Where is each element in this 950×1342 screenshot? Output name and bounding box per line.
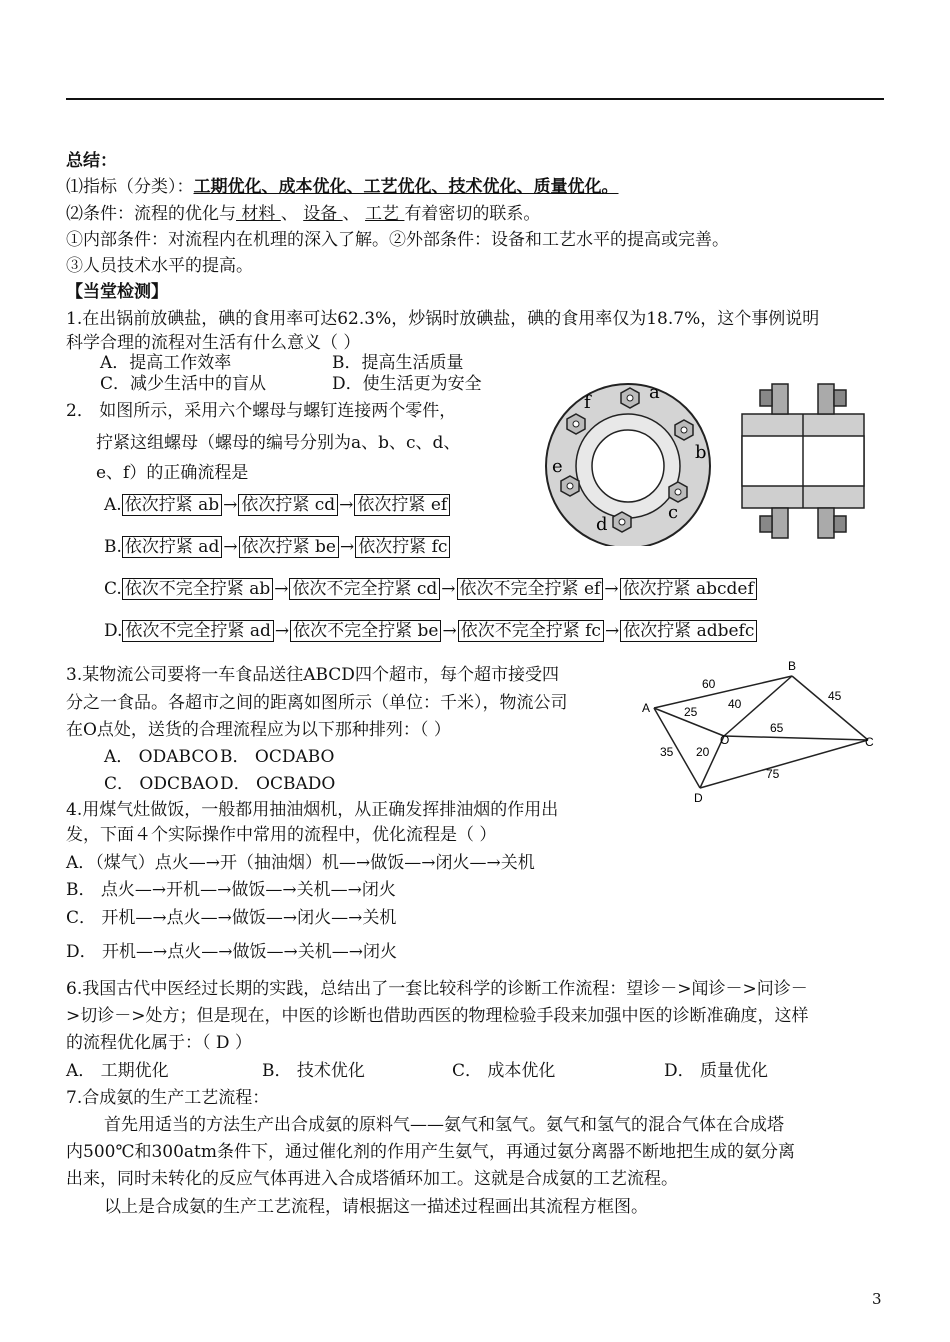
q2-line-3: e、f）的正确流程是 <box>96 463 249 483</box>
nut-label-b: b <box>695 442 707 463</box>
q3-line-3: 在O点处，送货的合理流程应为以下那种排列：（ ） <box>66 720 451 740</box>
flow-box: 依次拧紧 fc <box>355 536 450 558</box>
edge-bc: 45 <box>828 689 842 703</box>
nut-label-f: f <box>584 392 591 413</box>
flow-box: 依次拧紧 ef <box>354 494 450 516</box>
blank-process: 工艺 <box>365 204 405 224</box>
flow-box: 依次拧紧 cd <box>238 494 338 516</box>
nut-label-e: e <box>552 456 563 477</box>
flow-box: 依次不完全拧紧 be <box>290 620 441 642</box>
node-c: C <box>865 735 874 749</box>
q2-option-a: A. 依次拧紧 ab → 依次拧紧 cd → 依次拧紧 ef <box>104 494 450 516</box>
q2-option-b: B. 依次拧紧 ad → 依次拧紧 be → 依次拧紧 fc <box>104 536 450 558</box>
summary-heading: 总结： <box>66 151 117 171</box>
q3-option-d: D． OCBADO <box>220 774 336 794</box>
edge-bo: 40 <box>728 697 742 711</box>
flow-box: 依次不完全拧紧 ab <box>122 578 273 600</box>
q3-option-a: A． ODABCO <box>104 747 219 767</box>
nut-label-c: c <box>668 502 679 523</box>
q6-option-d: D． 质量优化 <box>664 1061 769 1081</box>
node-a: A <box>642 701 651 715</box>
summary-l2-suffix: 有着密切的联系。 <box>404 204 541 224</box>
q3-option-c: C． ODCBAO <box>104 774 219 794</box>
flow-box: 依次拧紧 ab <box>122 494 222 516</box>
header-rule <box>66 98 884 100</box>
q6-line-3: 的流程优化属于：（ D ） <box>66 1033 252 1053</box>
flow-box: 依次不完全拧紧 ad <box>122 620 273 642</box>
flow-box: 依次不完全拧紧 fc <box>458 620 604 642</box>
flow-box: 依次拧紧 ad <box>122 536 222 558</box>
q1-line-2: 科学合理的流程对生活有什么意义（ ） <box>66 333 361 353</box>
q1-option-d: D．使生活更为安全 <box>332 374 482 394</box>
q3-option-b: B． OCDABO <box>220 747 335 767</box>
edge-ao: 25 <box>684 705 698 719</box>
q7-title: 7.合成氨的生产工艺流程： <box>66 1088 270 1108</box>
q1-line-1: 1.在出锅前放碘盐，碘的食用率可达62.3%，炒锅时放碘盐，碘的食用率仅为18.7%，这个事例说明 <box>66 309 820 329</box>
q4-line-1: 4.用煤气灶做饭，一般都用抽油烟机，从正确发挥排油烟的作用出 <box>66 800 559 820</box>
q2-option-d: D. 依次不完全拧紧 ad → 依次不完全拧紧 be → 依次不完全拧紧 fc → 依次拧紧 adbefc <box>104 620 757 642</box>
q3-line-2: 分之一食品。各超市之间的距离如图所示（单位：千米），物流公司 <box>66 693 568 713</box>
q2-option-c: C. 依次不完全拧紧 ab → 依次不完全拧紧 cd → 依次不完全拧紧 ef → 依次拧紧 abcdef <box>104 578 757 600</box>
q3-line-1: 3.某物流公司要将一车食品送往ABCD四个超市，每个超市接受四 <box>66 665 559 685</box>
page-number: 3 <box>872 1290 882 1308</box>
flow-box: 依次不完全拧紧 ef <box>457 578 604 600</box>
q4-option-b: B． 点火—→开机—→做饭—→关机—→闭火 <box>66 880 396 900</box>
blank-equipment: 设备 <box>303 204 343 224</box>
flow-box: 依次拧紧 adbefc <box>620 620 757 642</box>
summary-l1-prefix: ⑴指标（分类）： <box>66 177 194 197</box>
q7-para-2: 内500℃和300atm条件下，通过催化剂的作用产生氨气，再通过氨分离器不断地把生成的氨分离 <box>66 1142 795 1162</box>
q7-para-3: 出来，同时未转化的反应气体再进入合成塔循环加工。这就是合成氨的工艺流程。 <box>66 1169 678 1189</box>
summary-l2-prefix: ⑵条件：流程的优化与 <box>66 204 236 224</box>
q7-para-4: 以上是合成氨的生产工艺流程，请根据这一描述过程画出其流程方框图。 <box>104 1197 648 1217</box>
flange-figure <box>536 376 876 546</box>
summary-line-4: ③人员技术水平的提高。 <box>66 256 253 276</box>
summary-l1-items: 工期优化、成本优化、工艺优化、技术优化、质量优化。 <box>193 177 619 197</box>
sep: 、 <box>342 204 366 224</box>
edge-ad: 35 <box>660 745 674 759</box>
edge-do: 20 <box>696 745 710 759</box>
summary-line-2 <box>66 203 540 225</box>
opt-label: C. <box>104 579 122 599</box>
q2-line-2: 拧紧这组螺母（螺母的编号分别为a、b、c、d、 <box>96 433 461 453</box>
distance-graph <box>636 656 880 806</box>
q7-para-1: 首先用适当的方法生产出合成氨的原料气——氨气和氢气。氨气和氢气的混合气体在合成塔 <box>104 1115 784 1135</box>
opt-label: B. <box>104 537 122 557</box>
sep: 、 <box>280 204 304 224</box>
flow-box: 依次拧紧 be <box>239 536 339 558</box>
q6-option-a: A． 工期优化 <box>66 1061 169 1081</box>
opt-label: D. <box>104 621 123 641</box>
node-o: O <box>720 733 730 747</box>
q4-option-d: D． 开机—→点火—→做饭—→关机—→闭火 <box>66 942 398 962</box>
q1-option-b: B．提高生活质量 <box>332 353 464 373</box>
nut-label-d: d <box>596 514 608 535</box>
node-b: B <box>788 659 797 673</box>
section-title: 【当堂检测】 <box>66 282 168 302</box>
q1-option-a: A．提高工作效率 <box>100 353 232 373</box>
q4-option-c: C． 开机—→点火—→做饭—→闭火—→关机 <box>66 908 397 928</box>
node-d: D <box>694 791 703 805</box>
edge-ab: 60 <box>702 677 716 691</box>
q6-option-c: C． 成本优化 <box>452 1061 556 1081</box>
summary-line-1 <box>66 176 619 198</box>
q6-line-2: >切诊－>处方；但是现在，中医的诊断也借助西医的物理检验手段来加强中医的诊断准确度，这样 <box>66 1006 809 1026</box>
flow-box: 依次不完全拧紧 cd <box>289 578 440 600</box>
opt-label: A. <box>104 495 122 515</box>
blank-material: 材料 <box>236 204 281 224</box>
edge-oc: 65 <box>770 721 784 735</box>
nut-label-a: a <box>649 382 660 403</box>
q1-option-c: C．减少生活中的盲从 <box>100 374 267 394</box>
q6-line-1: 6.我国古代中医经过长期的实践，总结出了一套比较科学的诊断工作流程：望诊－>闻诊－>问诊－ <box>66 979 808 999</box>
q2-line-1: 2． 如图所示，采用六个螺母与螺钉连接两个零件， <box>66 401 457 421</box>
q6-option-b: B． 技术优化 <box>262 1061 365 1081</box>
flow-box: 依次拧紧 abcdef <box>620 578 757 600</box>
summary-line-3: ①内部条件：对流程内在机理的深入了解。②外部条件：设备和工艺水平的提高或完善。 <box>66 230 729 250</box>
edge-dc: 75 <box>766 767 780 781</box>
q4-option-a: A．（煤气）点火—→开（抽油烟）机—→做饭—→闭火—→关机 <box>66 853 535 873</box>
q4-line-2: 发，下面４个实际操作中常用的流程中，优化流程是（ ） <box>66 825 497 845</box>
